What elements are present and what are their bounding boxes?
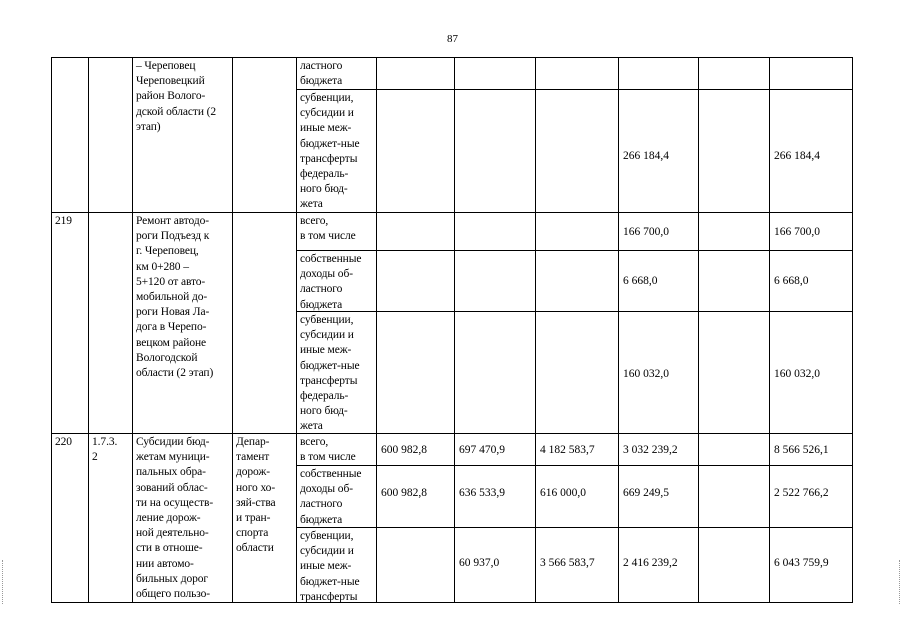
source-label: собственные доходы об- ластного бюджета — [300, 468, 362, 526]
row-0-source-1-value-1 — [376, 89, 455, 213]
row-2-source-1-value-5 — [698, 465, 770, 528]
value-cell: 60 937,0 — [459, 557, 500, 569]
row-0-source-1-cell — [296, 89, 377, 213]
row-2-source-2-cell — [296, 527, 377, 603]
row-2-source-2-value-2 — [454, 527, 536, 603]
row-0-source-0-value-4 — [618, 57, 699, 90]
source-label: всего, в том числе — [300, 436, 356, 464]
row-1-executor-cell — [232, 212, 297, 434]
row-0-source-1-total — [769, 89, 853, 213]
row-1-source-0-value-1 — [376, 212, 455, 251]
value-cell: 266 184,4 — [774, 150, 820, 162]
row-2-source-0-value-4 — [618, 433, 699, 466]
row-1-source-1-cell — [296, 250, 377, 312]
value-cell: 600 982,8 — [381, 444, 427, 456]
row-1-source-2-cell — [296, 311, 377, 434]
value-cell: 6 043 759,9 — [774, 557, 829, 569]
row-1-source-0-value-2 — [454, 212, 536, 251]
row-2-source-1-total — [769, 465, 853, 528]
row-2-source-0-value-1 — [376, 433, 455, 466]
value-cell: 8 566 526,1 — [774, 444, 829, 456]
row-2-source-2-value-3 — [535, 527, 619, 603]
row-2-source-1-cell — [296, 465, 377, 528]
row-2-no-cell — [51, 433, 89, 603]
row-1-source-0-value-4 — [618, 212, 699, 251]
left-edge-marks — [2, 560, 6, 604]
row-0-name: – Череповец Череповецкий район Волого- дской области (2 этап) — [136, 60, 217, 133]
value-cell: 600 982,8 — [381, 487, 427, 499]
row-0-source-1-value-2 — [454, 89, 536, 213]
row-2-no: 220 — [55, 436, 72, 448]
row-0-no-cell — [51, 57, 89, 213]
page-number: 87 — [447, 33, 458, 45]
row-2-code: 1.7.3. 2 — [92, 436, 118, 464]
row-2-source-1-value-1 — [376, 465, 455, 528]
value-cell: 669 249,5 — [623, 487, 669, 499]
value-cell: 3 566 583,7 — [540, 557, 595, 569]
row-0-source-0-value-5 — [698, 57, 770, 90]
row-0-code-cell — [88, 57, 133, 213]
row-0-executor-cell — [232, 57, 297, 213]
row-1-no-cell — [51, 212, 89, 434]
value-cell: 6 668,0 — [774, 275, 809, 287]
row-0-source-0-value-3 — [535, 57, 619, 90]
value-cell: 160 032,0 — [623, 368, 669, 380]
row-2-source-1-value-2 — [454, 465, 536, 528]
row-1-source-1-value-4 — [618, 250, 699, 312]
value-cell: 160 032,0 — [774, 368, 820, 380]
value-cell: 266 184,4 — [623, 150, 669, 162]
row-2-source-2-value-4 — [618, 527, 699, 603]
row-1-name-cell — [132, 212, 233, 434]
row-2-executor: Депар- тамент дорож- ного хо- зяй-ства и тран- спорта области — [236, 436, 276, 555]
row-1-source-2-total — [769, 311, 853, 434]
row-1-name: Ремонт автодо- роги Подъезд к г. Череповец, км 0+280 – 5+120 от авто- мобильной до- роги Новая Ла- дога в Черепо- вецком районе Вологодской области (2 этап) — [136, 215, 214, 380]
source-label: собственные доходы об- ластного бюджета — [300, 253, 362, 311]
row-0-source-0-cell — [296, 57, 377, 90]
row-2-name-cell — [132, 433, 233, 603]
row-1-source-1-value-2 — [454, 250, 536, 312]
row-2-name: Субсидии бюд- жетам муници- пальных обра- зований облас- ти на осуществ- ление дорож- ной деятельно- сти в отноше- нии автомо- бильных дорог общего пользо- — [136, 436, 214, 601]
row-1-source-1-value-1 — [376, 250, 455, 312]
source-label: ластного бюджета — [300, 60, 343, 88]
source-label: субвенции, субсидии и иные меж- бюджет-ные трансферты федераль- ного бюд- жета — [300, 92, 360, 211]
row-1-source-0-value-5 — [698, 212, 770, 251]
value-cell: 616 000,0 — [540, 487, 586, 499]
value-cell: 2 522 766,2 — [774, 487, 829, 499]
row-0-source-1-value-3 — [535, 89, 619, 213]
row-1-source-2-value-5 — [698, 311, 770, 434]
row-1-source-0-total — [769, 212, 853, 251]
row-0-source-0-value-2 — [454, 57, 536, 90]
value-cell: 697 470,9 — [459, 444, 505, 456]
value-cell: 2 416 239,2 — [623, 557, 678, 569]
row-2-source-0-value-5 — [698, 433, 770, 466]
source-label: всего, в том числе — [300, 215, 356, 243]
row-2-source-0-total — [769, 433, 853, 466]
row-1-source-2-value-3 — [535, 311, 619, 434]
row-2-source-0-cell — [296, 433, 377, 466]
row-1-source-0-cell — [296, 212, 377, 251]
row-2-source-1-value-3 — [535, 465, 619, 528]
right-edge-marks — [899, 560, 903, 604]
row-1-code-cell — [88, 212, 133, 434]
row-2-source-2-value-5 — [698, 527, 770, 603]
value-cell: 3 032 239,2 — [623, 444, 678, 456]
row-1-no: 219 — [55, 215, 72, 227]
row-2-source-0-value-2 — [454, 433, 536, 466]
value-cell: 6 668,0 — [623, 275, 658, 287]
row-1-source-2-value-4 — [618, 311, 699, 434]
row-1-source-1-value-5 — [698, 250, 770, 312]
row-0-source-0-total — [769, 57, 853, 90]
row-0-source-0-value-1 — [376, 57, 455, 90]
row-0-source-1-value-5 — [698, 89, 770, 213]
row-1-source-2-value-2 — [454, 311, 536, 434]
value-cell: 166 700,0 — [774, 226, 820, 238]
row-1-source-1-total — [769, 250, 853, 312]
row-2-source-1-value-4 — [618, 465, 699, 528]
row-2-source-2-value-1 — [376, 527, 455, 603]
row-0-name-cell — [132, 57, 233, 213]
row-2-source-2-total — [769, 527, 853, 603]
source-label: субвенции, субсидии и иные меж- бюджет-ные трансферты федераль- ного бюд- жета — [300, 314, 360, 433]
value-cell: 636 533,9 — [459, 487, 505, 499]
row-2-source-0-value-3 — [535, 433, 619, 466]
row-1-source-2-value-1 — [376, 311, 455, 434]
source-label: субвенции, субсидии и иные меж- бюджет-ные трансферты — [300, 530, 360, 603]
value-cell: 166 700,0 — [623, 226, 669, 238]
row-1-source-0-value-3 — [535, 212, 619, 251]
row-2-executor-cell — [232, 433, 297, 603]
row-0-source-1-value-4 — [618, 89, 699, 213]
value-cell: 4 182 583,7 — [540, 444, 595, 456]
row-2-code-cell — [88, 433, 133, 603]
row-1-source-1-value-3 — [535, 250, 619, 312]
